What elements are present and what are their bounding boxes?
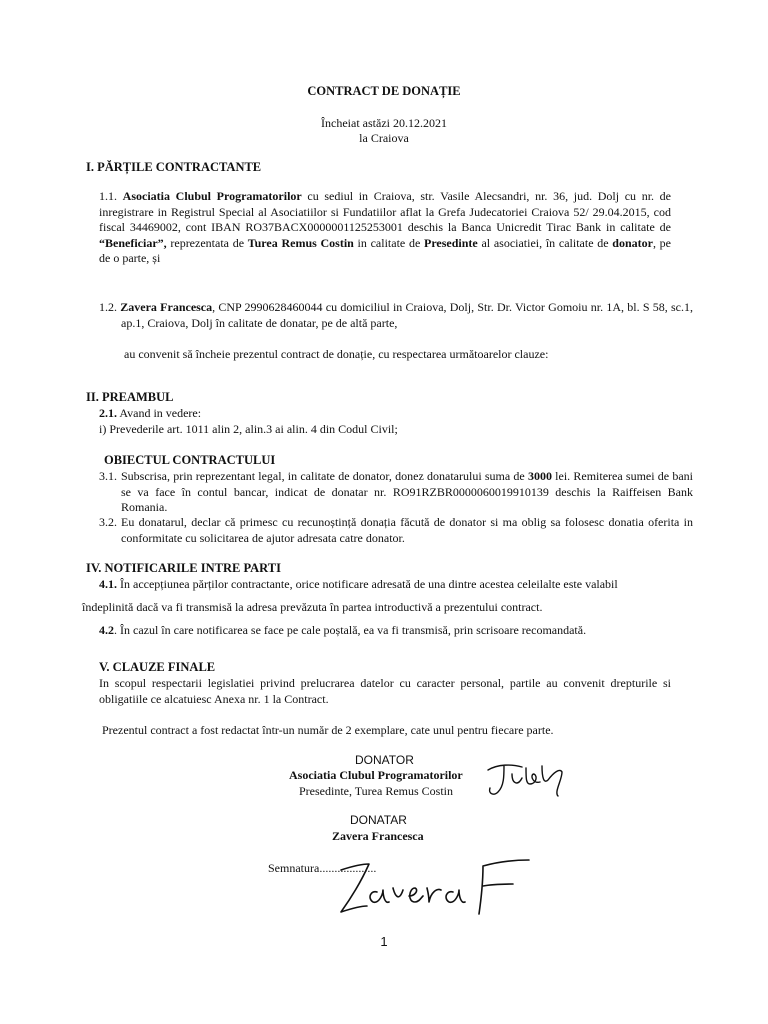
representative-name: Turea Remus Costin bbox=[247, 235, 354, 250]
clause-1-2 bbox=[99, 300, 693, 331]
clause-text: Subscrisa, prin reprezentant legal, in calitate de donator, donez donatarului suma de bbox=[121, 469, 528, 483]
clause-number: 1.1. bbox=[99, 189, 123, 203]
agreement-line: au convenit să încheie prezentul contract de donație, cu respectarea următoarelor clauze: bbox=[124, 347, 549, 361]
clause-number: 3.1. bbox=[99, 469, 117, 483]
clause-text: În accepțiunea părților contractante, orice notificare adresată de una dintre acestea celeilalte este valabil bbox=[117, 577, 618, 591]
clause-3-1 bbox=[99, 469, 693, 516]
section-4-heading: IV. NOTIFICARILE INTRE PARTI bbox=[86, 561, 281, 575]
clause-4-1-line-1 bbox=[99, 577, 618, 592]
copies-statement: Prezentul contract a fost redactat într-un număr de 2 exemplare, cate unul pentru fiecare parte. bbox=[102, 723, 554, 737]
section-3-heading: OBIECTUL CONTRACTULUI bbox=[104, 453, 276, 467]
clause-4-1-line-2: îndeplinită dacă va fi transmisă la adresa prevăzuta în partea introductivă a prezentului contract. bbox=[82, 600, 543, 614]
clause-text: in calitate de bbox=[353, 235, 424, 250]
clause-number: 4.2 bbox=[99, 623, 114, 637]
clause-text: lei. Remiterea sumei de bani se va face în contul bancar, indicat de donatar nr. RO91RZBR0000060019910139 deschis la Raiffeisen Bank Romania. bbox=[121, 469, 693, 514]
clause-text: al asociatiei, în calitate de bbox=[477, 235, 613, 250]
donor-label: DONATOR bbox=[355, 753, 414, 767]
role-presedinte: Presedinte bbox=[423, 235, 478, 250]
place-line: la Craiova bbox=[359, 131, 409, 145]
donor-representative: Presedinte, Turea Remus Costin bbox=[299, 784, 454, 798]
clause-text: cu sediul in Craiova, str. Vasile Alecsandri, nr. 36, jud. Dolj cu nr. de inregistrare in Registrul Special al Asociatiilor si Fundatiilor aflat la Grefa Judecatoriei Craiova 52/ 29.04.2015, cod fiscal 34469002, cont IBAN RO37BACX0000001125253001 deschis la Banca Unicredit Tirac Bank in calitate de bbox=[99, 189, 672, 234]
clause-1-1 bbox=[99, 189, 671, 267]
role-beneficiar: “Beneficiar”, bbox=[99, 235, 167, 250]
donation-amount: 3000 bbox=[527, 469, 552, 483]
section-2-heading: II. PREAMBUL bbox=[86, 390, 174, 404]
preamble-item-i: i) Prevederile art. 1011 alin 2, alin.3 ai alin. 4 din Codul Civil; bbox=[99, 422, 398, 436]
clause-text: . În cazul în care notificarea se face pe cale poștală, ea va fi transmisă, prin scrisoare recomandată. bbox=[114, 623, 587, 637]
final-clause-text: In scopul respectarii legislatiei privind prelucrarea datelor cu caracter personal, partile au convenit drepturile si obligatiile ce alcatuiesc Anexa nr. 1 la Contract. bbox=[99, 676, 671, 706]
clause-text: Eu donatarul, declar că primesc cu recunoștință donația făcută de donator si ma oblig sa folosesc donatia oferita in conformitate cu solicitarea de ajutor adresata catre donator. bbox=[121, 515, 693, 545]
clause-number: 4.1. bbox=[99, 577, 117, 591]
clause-text: reprezentata de bbox=[166, 235, 248, 250]
donor-signature bbox=[482, 758, 566, 800]
donee-name: Zavera Francesca bbox=[120, 300, 213, 314]
clause-text: , CNP 2990628460044 cu domiciliul in Craiova, Dolj, Str. Dr. Victor Gomoiu nr. 1A, bl. S 58, sc.1, ap.1, Craiova, Dolj în calitate de donatar, pe de altă parte, bbox=[121, 300, 693, 330]
clause-3-2 bbox=[99, 515, 693, 546]
clause-number: 2.1. bbox=[99, 406, 117, 420]
role-donator: donator bbox=[612, 235, 653, 250]
page-number: 1 bbox=[380, 934, 388, 949]
clause-number: 1.2. bbox=[99, 300, 121, 314]
donor-organization: Asociatia Clubul Programatorilor bbox=[289, 768, 463, 782]
donor-name: Asociatia Clubul Programatorilor bbox=[122, 189, 302, 203]
donee-name-signature-block: Zavera Francesca bbox=[332, 829, 424, 843]
signature-dots: ................... bbox=[319, 861, 377, 875]
section-5-heading: V. CLAUZE FINALE bbox=[99, 660, 216, 674]
page-title: CONTRACT DE DONAȚIE bbox=[307, 84, 461, 98]
signature-label-text: Semnatura bbox=[268, 861, 320, 875]
clause-2-1 bbox=[99, 406, 201, 421]
clause-4-2 bbox=[99, 623, 586, 638]
section-1-heading: I. PĂRȚILE CONTRACTANTE bbox=[86, 160, 262, 174]
donee-signature bbox=[333, 840, 543, 930]
donee-label: DONATAR bbox=[350, 813, 407, 827]
date-line: Încheiat astăzi 20.12.2021 bbox=[321, 116, 447, 130]
clause-text: , pe de o parte, și bbox=[99, 235, 671, 265]
clause-text: Avand in vedere: bbox=[117, 406, 202, 420]
clause-number: 3.2. bbox=[99, 515, 117, 529]
